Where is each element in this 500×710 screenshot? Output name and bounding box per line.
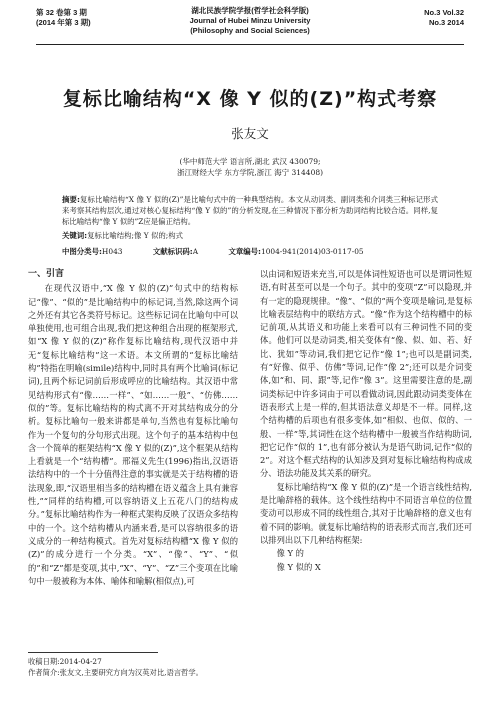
doc-code: A (192, 247, 199, 256)
section-heading: 一、引言 (28, 269, 65, 279)
header-journal (36, 6, 464, 36)
year-en: No.3 2014 (428, 18, 464, 27)
keywords-label: 关键词: (62, 231, 88, 240)
journal-subtitle-en: (Philosophy and Social Sciences) (190, 26, 310, 35)
affiliation-line-2: 浙江财经大学 东方学院,浙江 海宁 314408) (176, 168, 324, 177)
author-note: 作者简介:张友文,主要研究方向为汉英对比,语言哲学。 (28, 668, 203, 677)
doc-code-label: 文献标识码: (152, 247, 193, 256)
year-cn: (2014 年第 3 期) (36, 18, 91, 27)
running-header (36, 6, 464, 42)
article-id-label: 文章编号: (228, 247, 261, 256)
volume-cn: 第 32 卷第 3 期 (36, 8, 87, 17)
body-paragraph: 在现代汉语中,“X 像 Y 似的(Z)”句式中的结构标记“像”、“似的”是比喻结构中的标记词,当然,除这两个词之外还有其它各类符号标记。这些标记词在比喻句中可以单独使用,也可组合出现,我们把这种组合出现的框架形式,如“X 像 Y 似的(Z)”称作复标比喻结构,现代汉语中并无“复标比喻结构”这一术语。本文所谓的“复标比喻结构”特指在明喻(simile)结构中,同时具有两个比喻词(标记词),且两个标记词前后形成呼应的比喻结构。其汉语中常见结构形式有“像……一样”、“如……一般”、“仿佛……似的”等。复标比喻结构的构式离不开对其结构成分的分析。复标比喻句一般来讲都是单句,当然也有复标比喻句作为一个复句的分句形式出现。这个句子的基本结构中包含一个简单的框架结构“X 像 Y 似的(Z)”,这个框架从结构上看就是一个“结构槽”。邢福义先生(1996)指出,汉语语法结构中的一个十分值得注意的事实就是关于结构槽的语法现象,即,“汉语里相当多的结构槽在语义蕴含上具有兼容性,”“同样的结构槽,可以容纳语义上五花八门的结构成分。”复标比喻结构作为一种框式架构反映了汉语众多结构中的一个。这个结构槽从内涵来看,是可以容纳很多的语义成分的一种结构模式。首先对复标结构槽“X 像 Y 似的(Z)”的成分进行一个分类。“X”、“像”、“Y”、“似的”和“Z”都是变项,其中,“X”、“Y”、“Z”三个变项在比喻句中一般被称为本体、喻体和喻解(相似点),可 (28, 283, 238, 586)
footnote (28, 656, 472, 678)
volume-en: No.3 Vol.32 (424, 8, 464, 17)
journal-title-en: Journal of Hubei Minzu University (189, 16, 311, 25)
body-column-right (260, 268, 472, 574)
example-pattern: 像 Y 的 (276, 548, 304, 559)
keywords (62, 230, 438, 241)
abstract (62, 194, 438, 241)
body-paragraph: 复标比喻结构“X 像 Y 似的(Z)”是一个语言线性结构,是比喻辞格的载体。这个线性结构中不同语言单位的位置变动可以形成不同的线性组合,其对于比喻辞格的意义也有着不同的影响。就复标比喻结构的语表形式而言,我们还可以排列出以下几种结构框架: (260, 481, 472, 545)
article-id: 1004-941(2014)03-0117-05 (261, 247, 364, 256)
header-volume-en (424, 8, 464, 28)
affiliation-line-1: (华中师范大学 语言所,湖北 武汉 430079; (179, 157, 321, 166)
journal-title-cn: 湖北民族学院学报(哲学社会科学版) (191, 6, 309, 15)
article-title: 复标比喻结构“X 像 Y 似的(Z)”构式考察 (62, 88, 438, 110)
author-name: 张友文 (231, 126, 269, 141)
affiliation (0, 156, 500, 178)
header-divider (36, 44, 464, 45)
classification-line (62, 246, 438, 257)
body-paragraph: 以由词和短语来充当,可以是体词性短语也可以是谓词性短语,有时甚至可以是一个句子。其中的变项“Z”可以隐现,并有一定的隐现规律。“像”、“似的”两个变项是喻词,是复标比喻表层结构中的联结方式。“像”作为这个结构槽中的标记前项,从其语义和功能上来看可以有三种词性不同的变体。他们可以是动词类,相关变体有“像、似、如、若、好比、犹如”等动词,我们把它记作“像 1”;也可以是副词类,有“好像、似乎、仿佛”等词,记作“像 2”;还可以是介词变体,如“和、同、跟”等,记作“像 3”。这里需要注意的是,副词类标记中许多词由于可以看做动词,因此跟动词类变体在语表形式上是一样的,但其语法意义却是不一样。同样,这个结构槽的后项也有很多变体,如“相似、也似、似的、一般、一样”等,其词性在这个结构槽中一般被当作结构助词,把它记作“似的 1”,也有部分被认为是语气助词,记作“似的 2”。对这个框式结构的认知涉及到对复标比喻结构构成成分、语法功能及其关系的研究。 (260, 269, 472, 479)
example-pattern: 像 Y 似的 X (276, 561, 321, 572)
clc-code: H043 (101, 247, 123, 256)
received-date: 收稿日期:2014-04-27 (28, 657, 102, 666)
keywords-text: 复标比喻结构;像 Y 似的;构式 (87, 231, 183, 240)
abstract-label: 摘要: (62, 195, 80, 204)
abstract-text: 复标比喻结构“X 像 Y 似的(Z)”是比喻句式中的一种典型结构。本文从动词类、副词类和介词类三种标记形式来考察其结构层次,通过对核心复标结构“像 Y 似的”的分析发现,在三种情况下都分析为助词结构比较合适。同样,复标比喻结构“像 Y 似的”Z应是偏正结构。 (62, 195, 438, 226)
body-column-left (28, 268, 238, 588)
footnote-divider (28, 652, 158, 653)
clc-label: 中图分类号: (62, 247, 102, 256)
